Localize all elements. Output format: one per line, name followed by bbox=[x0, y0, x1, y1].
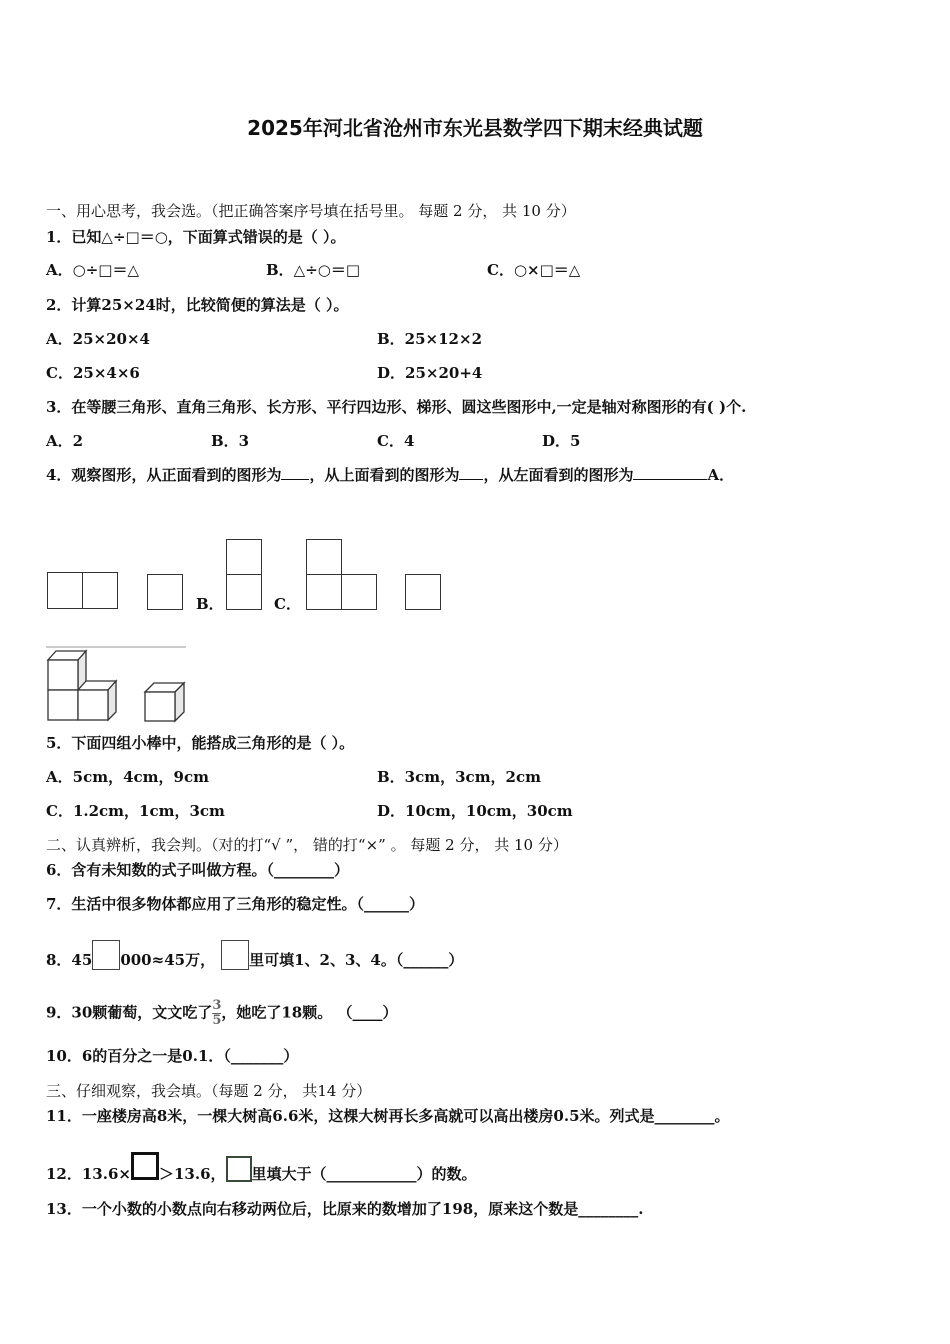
q5-option-c[interactable]: C．1.2cm，1cm，3cm bbox=[46, 802, 225, 820]
q1-option-a[interactable]: A．○÷□＝△ bbox=[46, 261, 140, 279]
q9-fraction-numerator: 3 bbox=[212, 998, 222, 1013]
q4-stem-part-d: A． bbox=[707, 466, 735, 484]
q2-stem: 2．计算25×24时，比较简便的算法是（ ）。 bbox=[46, 296, 349, 314]
q12-blank-box[interactable] bbox=[131, 1152, 159, 1180]
q4-shape-single-square bbox=[147, 574, 183, 610]
q4-stem-part-c: ，从左面看到的图形为 bbox=[483, 466, 634, 484]
q9-pre-text: 9．30颗葡萄，文文吃了 bbox=[46, 1003, 213, 1022]
q8-pre-text: 8．45 bbox=[46, 951, 93, 969]
q2-option-c[interactable]: C．25×4×6 bbox=[46, 364, 140, 382]
q10-statement: 10．6的百分之一是0.1．（_______） bbox=[46, 1047, 299, 1065]
q4-stem-part-b: ，从上面看到的图形为 bbox=[309, 466, 460, 484]
q8-statement bbox=[46, 940, 463, 970]
q3-stem: 3．在等腰三角形、直角三角形、长方形、平行四边形、梯形、圆这些图形中,一定是轴对称图形的有( )个. bbox=[46, 398, 747, 416]
q4-shape-b-bottom-square bbox=[226, 574, 262, 610]
q8-mid-text: 000≈45万， bbox=[120, 951, 216, 969]
q9-post-text: ，她吃了18颗。 （____） bbox=[221, 1003, 398, 1022]
q2-option-a[interactable]: A．25×20×4 bbox=[46, 330, 150, 348]
q3-option-b[interactable]: B．3 bbox=[211, 432, 250, 450]
q4-label-c: C． bbox=[274, 595, 301, 613]
q1-stem: 1．已知△÷□＝○，下面算式错误的是（ ）。 bbox=[46, 228, 346, 246]
q3-option-a[interactable]: A．2 bbox=[46, 432, 84, 450]
section-three-heading: 三、仔细观察，我会填。（每题 2 分， 共14 分） bbox=[46, 1082, 372, 1100]
q4-shape-c-bottom-left-square bbox=[306, 574, 342, 610]
q3-option-c[interactable]: C．4 bbox=[377, 432, 415, 450]
q7-statement: 7．生活中很多物体都应用了三角形的稳定性。（______） bbox=[46, 895, 424, 913]
q4-blank-top[interactable] bbox=[459, 465, 483, 480]
q1-option-c[interactable]: C．○×□＝△ bbox=[487, 261, 581, 279]
q4-shape-a-left-square bbox=[47, 572, 83, 609]
q12-ref-box bbox=[226, 1156, 252, 1182]
q5-option-a[interactable]: A．5cm，4cm，9cm bbox=[46, 768, 209, 786]
q2-option-b[interactable]: B．25×12×2 bbox=[377, 330, 483, 348]
q12-pre-text: 12．13.6× bbox=[46, 1165, 131, 1183]
q5-option-d[interactable]: D．10cm，10cm，30cm bbox=[377, 802, 573, 820]
q4-shape-b-top-square bbox=[226, 539, 262, 575]
q9-statement bbox=[46, 999, 397, 1028]
q6-statement: 6．含有未知数的式子叫做方程。（________） bbox=[46, 861, 349, 879]
q9-fraction-denominator: 5 bbox=[212, 1013, 222, 1028]
q4-shape-c-top-square bbox=[306, 539, 342, 575]
q8-blank-box[interactable] bbox=[92, 940, 120, 970]
q11-statement: 11．一座楼房高8米，一棵大树高6.6米，这棵大树再长多高就可以高出楼房0.5米。列式是________。 bbox=[46, 1107, 730, 1125]
q1-option-b[interactable]: B．△÷○＝□ bbox=[266, 261, 361, 279]
q4-cube-figure bbox=[46, 646, 188, 724]
q4-shape-d-square bbox=[405, 574, 441, 610]
page-title: 2025年河北省沧州市东光县数学四下期末经典试题 bbox=[247, 116, 703, 140]
q2-option-d[interactable]: D．25×20+4 bbox=[377, 364, 483, 382]
section-one-heading: 一、用心思考，我会选。（把正确答案序号填在括号里。 每题 2 分， 共 10 分） bbox=[46, 202, 576, 220]
q3-option-d[interactable]: D．5 bbox=[542, 432, 581, 450]
q8-ref-box bbox=[221, 940, 249, 970]
q5-stem: 5．下面四组小棒中，能搭成三角形的是（ ）。 bbox=[46, 734, 355, 752]
q4-shape-a-right-square bbox=[82, 572, 118, 609]
q13-statement: 13．一个小数的小数点向右移动两位后，比原来的数增加了198，原来这个数是________. bbox=[46, 1200, 644, 1218]
q4-stem bbox=[46, 465, 734, 485]
q4-blank-left[interactable] bbox=[633, 465, 707, 480]
q4-label-b: B． bbox=[196, 595, 224, 613]
q12-mid-text: ＞13.6， bbox=[158, 1165, 226, 1183]
q5-option-b[interactable]: B．3cm，3cm，2cm bbox=[377, 768, 542, 786]
q12-post-text: 里填大于（____________）的数。 bbox=[251, 1165, 477, 1183]
q4-blank-front[interactable] bbox=[281, 465, 309, 480]
q12-statement bbox=[46, 1152, 477, 1184]
section-two-heading: 二、认真辨析，我会判。（对的打“√ ”， 错的打“×” 。 每题 2 分， 共 10 分） bbox=[46, 836, 568, 854]
q9-fraction bbox=[212, 999, 221, 1028]
q8-post-text: 里可填1、2、3、4。（______） bbox=[249, 951, 464, 969]
q4-shape-c-bottom-right-square bbox=[341, 574, 377, 610]
q4-stem-part-a: 4．观察图形，从正面看到的图形为 bbox=[46, 466, 282, 484]
